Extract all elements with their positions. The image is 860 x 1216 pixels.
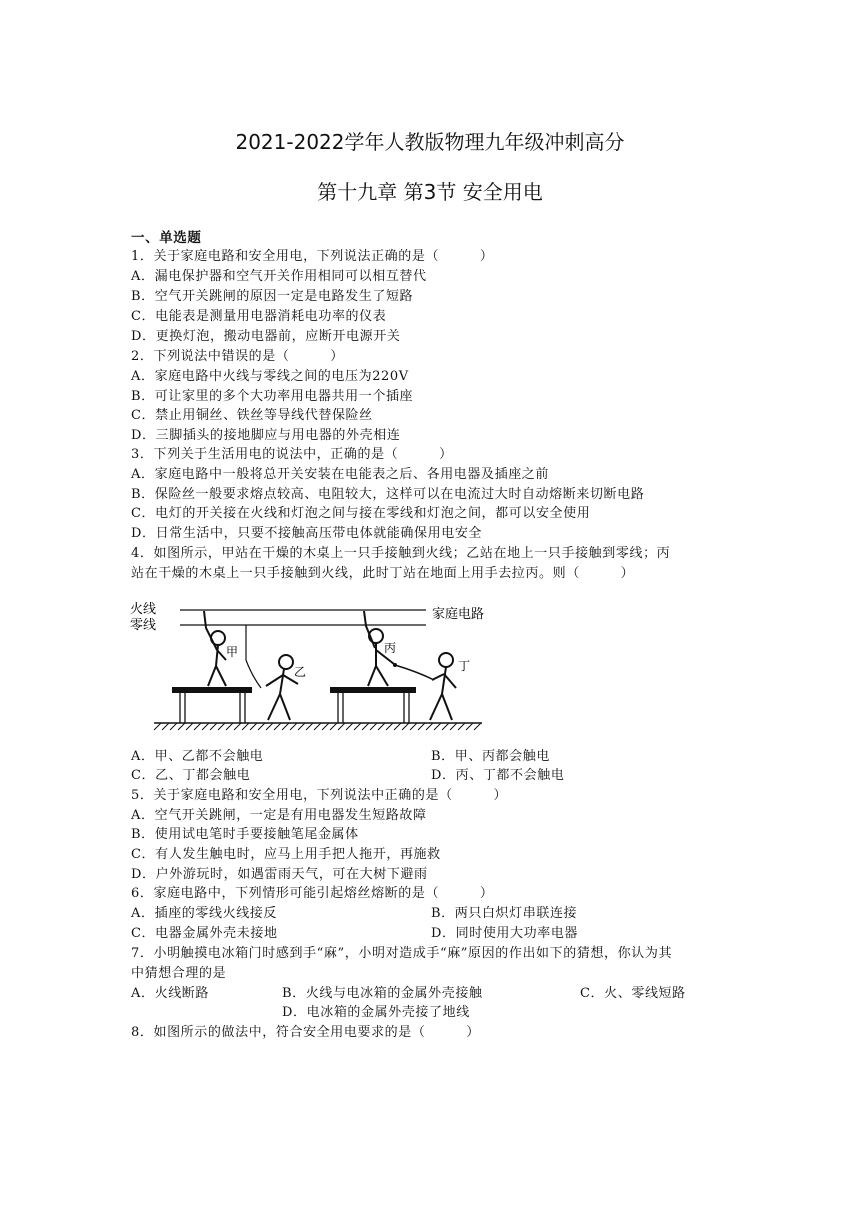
label-jia: 甲 [226,645,239,659]
electric-shock-figure [128,598,498,738]
person-ding [430,653,456,720]
q7-option-d: D．电冰箱的金属外壳接了地线 [282,1005,470,1020]
question-6-stem: 6．家庭电路中，下列情形可能引起熔丝熔断的是（ ） [131,886,494,901]
q1-option-c: C．电能表是测量用电器消耗电功率的仪表 [131,309,387,324]
q4-option-b: B．甲、丙都会触电 [431,749,550,764]
question-4-stem: 4．如图所示，甲站在干燥的木桌上一只手接触到火线；乙站在地上一只手接触到零线；丙 [131,546,671,561]
person-jia [204,611,226,686]
q7-option-b: B．火线与电冰箱的金属外壳接触 [282,986,483,1001]
q1-option-d: D．更换灯泡，搬动电器前，应断开电源开关 [131,329,401,344]
question-8-stem: 8．如图所示的做法中，符合安全用电要求的是（ ） [131,1025,480,1040]
chapter-subtitle: 第十九章 第3节 安全用电 [317,180,543,204]
q2-option-d: D．三脚插头的接地脚应与用电器的外壳相连 [131,428,401,443]
q7-option-a: A．火线断路 [131,986,209,1001]
live-wire-label: 火线 [130,602,157,617]
q3-option-d: D．日常生活中，只要不接触高压带电体就能确保用电安全 [131,526,483,541]
neutral-wire-label: 零线 [130,618,157,633]
right-table-top [330,687,416,693]
q6-option-c: C．电器金属外壳未接地 [131,926,278,941]
q5-option-c: C．有人发生触电时，应马上用手把人拖开，再施救 [131,847,441,862]
q2-option-c: C．禁止用铜丝、铁丝等导线代替保险丝 [131,408,373,423]
question-2-stem: 2．下列说法中错误的是（ ） [131,349,344,364]
label-yi: 乙 [294,665,307,679]
q4-option-d: D．丙、丁都不会触电 [431,768,565,783]
question-3-stem: 3．下列关于生活用电的说法中，正确的是（ ） [131,447,453,462]
q2-option-b: B．可让家里的多个大功率用电器共用一个插座 [131,389,414,404]
q2-option-a: A．家庭电路中火线与零线之间的电压为220V [131,369,409,384]
q4-option-a: A．甲、乙都不会触电 [131,749,264,764]
q1-option-a: A．漏电保护器和空气开关作用相同可以相互替代 [131,269,427,284]
question-4-stem-cont: 站在干燥的木桌上一只手接触到火线，此时丁站在地面上用手去拉丙。则（ ） [131,566,635,581]
question-7-stem-cont: 中猜想合理的是 [131,966,227,981]
section-heading: 一、单选题 [131,230,202,246]
question-5-stem: 5．关于家庭电路和安全用电，下列说法中正确的是（ ） [131,788,508,803]
left-table-top [172,687,252,693]
question-7-stem: 7．小明触摸电冰箱门时感到手“麻”，小明对造成手“麻”原因的作出如下的猜想，你认为其 [131,946,673,961]
q7-option-c: C．火、零线短路 [580,986,686,1001]
q6-option-a: A．插座的零线火线接反 [131,906,277,921]
q5-option-a: A．空气开关跳闸，一定是有用电器发生短路故障 [131,808,427,823]
q3-option-c: C．电灯的开关接在火线和灯泡之间与接在零线和灯泡之间，都可以安全使用 [131,506,591,521]
label-bing: 丙 [384,641,397,655]
label-ding: 丁 [458,659,471,673]
q1-option-b: B．空气开关跳闸的原因一定是电路发生了短路 [131,289,414,304]
circuit-label: 家庭电路 [432,607,485,622]
document-title: 2021-2022学年人教版物理九年级冲刺高分 [235,130,625,154]
q4-option-c: C．乙、丁都会触电 [131,768,251,783]
question-1-stem: 1．关于家庭电路和安全用电，下列说法正确的是（ ） [131,249,494,264]
q6-option-d: D．同时使用大功率电器 [431,926,579,941]
q3-option-a: A．家庭电路中一般将总开关安装在电能表之后、各用电器及插座之前 [131,467,549,482]
q3-option-b: B．保险丝一般要求熔点较高、电阻较大，这样可以在电流过大时自动熔断来切断电路 [131,487,645,502]
q5-option-d: D．户外游玩时，如遇雷雨天气，可在大树下避雨 [131,867,428,882]
q5-option-b: B．使用试电笔时手要接触笔尾金属体 [131,827,359,842]
q6-option-b: B．两只白炽灯串联连接 [431,906,578,921]
